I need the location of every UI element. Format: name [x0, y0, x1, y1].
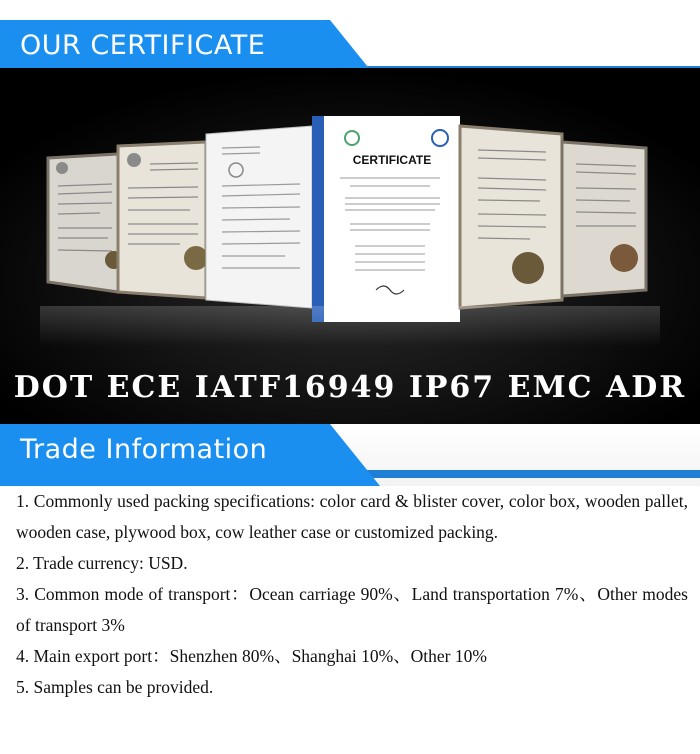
floor-reflection: [40, 306, 660, 346]
certifications-line: DOT ECE IATF16949 IP67 EMC ADR: [13, 370, 687, 405]
trade-heading: Trade Information: [20, 434, 268, 465]
trade-item-transport: 3. Common mode of transport：Ocean carriage 90%、Land transportation 7%、Other modes of transport 3%: [16, 584, 688, 635]
trade-item-currency: 2. Trade currency: USD.: [16, 553, 188, 573]
certificate-doc-2: [118, 142, 208, 298]
trade-item-packing: 1. Commonly used packing specifications: color card & blister cover, color box, wooden pallet, wooden case, plywood box, cow leather case or customized packing.: [16, 491, 688, 542]
certificate-doc-5: [460, 126, 562, 308]
certificate-doc-title: CERTIFICATE: [352, 153, 432, 167]
trade-info-list: [16, 486, 688, 703]
certificate-doc-6: [562, 142, 646, 296]
trade-item-samples: 5. Samples can be provided.: [16, 677, 214, 697]
trade-banner: [0, 424, 700, 486]
certificate-doc-3: [206, 126, 312, 308]
trade-item-export-port: 4. Main export port：Shenzhen 80%、Shanghai 10%、Other 10%: [16, 646, 487, 666]
certificate-heading: OUR CERTIFICATE: [20, 30, 266, 61]
certificate-gallery: [0, 68, 700, 424]
certificate-doc-center: [312, 116, 460, 322]
certificate-doc-1: [48, 154, 123, 292]
